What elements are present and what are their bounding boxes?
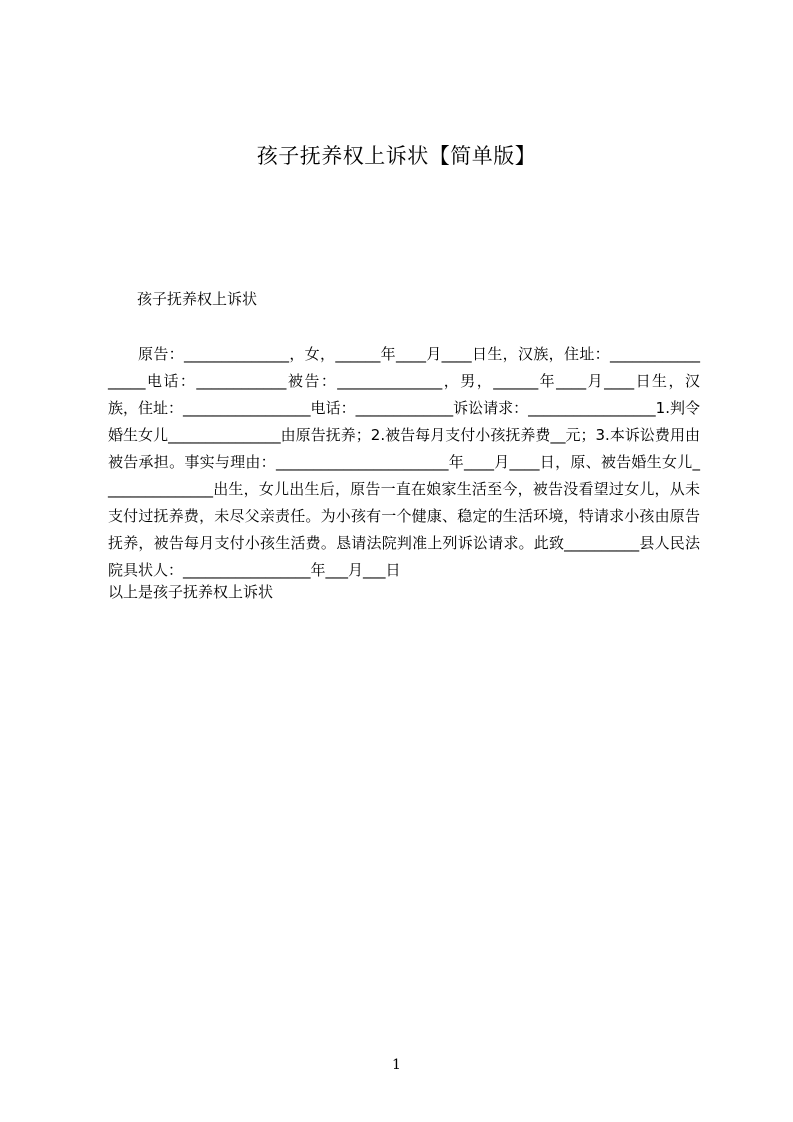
document-subtitle: 孩子抚养权上诉状 [137, 290, 258, 308]
page-number: 1 [392, 1057, 401, 1073]
document-title: 孩子抚养权上诉状【简单版】 [256, 144, 537, 168]
complaint-body-paragraph: 原告：______________，女，______年____月____日生，汉族，住址：_________________电话：____________被告：______________，男，______年____月____日生，汉族，住址：_________________电话：_____________诉讼请求：_________________1.判令婚生女儿_______________由原告抚养；2.被告每月支付小孩抚养费__元；3.本诉讼费用由被告承担。事实与理由：_______________________年____月____日，原、被告婚生女儿_______________出生，女儿出生后，原告一直在娘家生活至今，被告没看望过女儿，从未支付过抚养费，未尽父亲责任。为小孩有一个健康、稳定的生活环境，特请求小孩由原告抚养，被告每月支付小孩生活费。恳请法院判准上列诉讼请求。此致__________县人民法院具状人：_________________年___月___日 [108, 345, 700, 579]
closing-line: 以上是孩子抚养权上诉状 [108, 583, 274, 601]
